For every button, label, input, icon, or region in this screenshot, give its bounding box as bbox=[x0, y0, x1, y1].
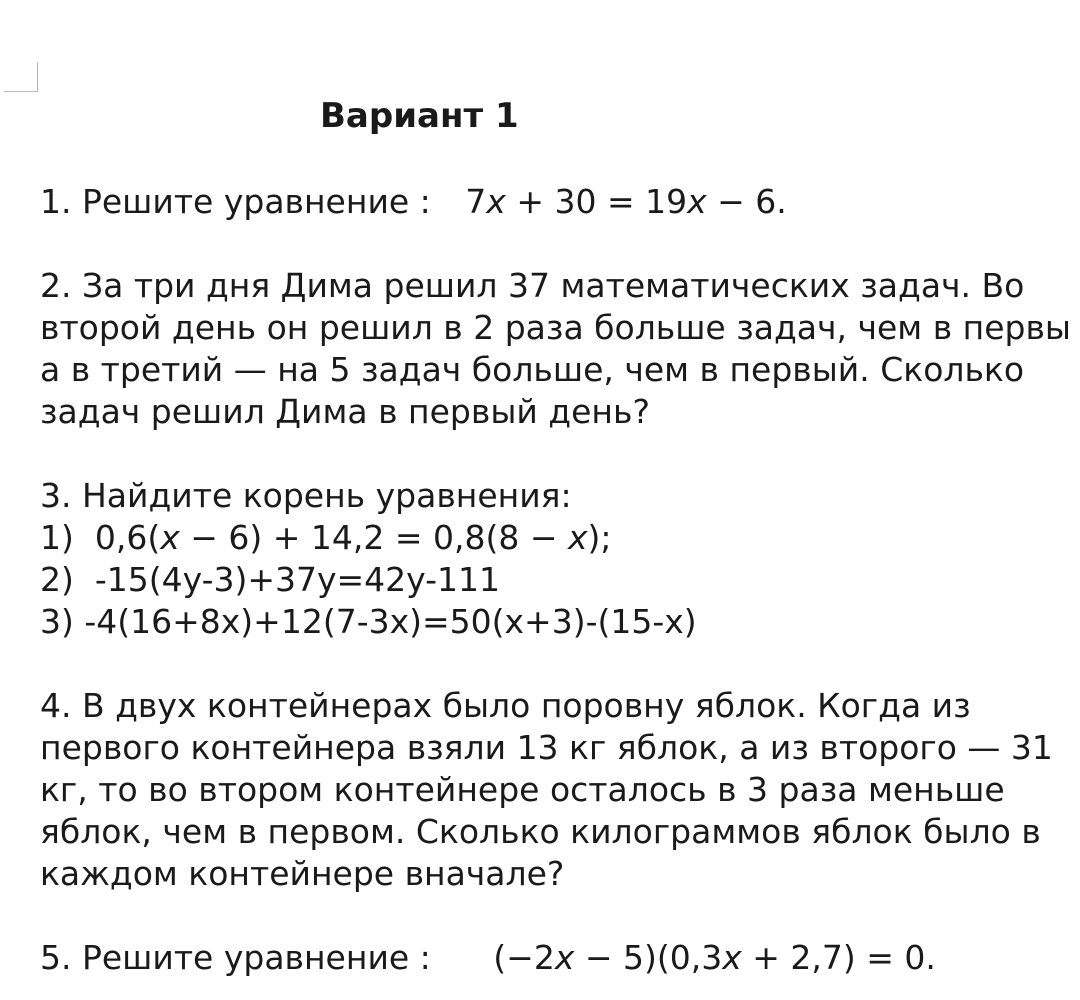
eq-1-var: x bbox=[160, 518, 180, 557]
task-2-line-1: 2. За три дня Дима решил 37 математических задач. Во bbox=[40, 266, 1025, 305]
task-5-prompt: 5. Решите уравнение : bbox=[40, 938, 431, 977]
task-5-var: x bbox=[722, 938, 742, 977]
task-4-line-1: 4. В двух контейнерах было поровну яблок. Когда из bbox=[40, 686, 971, 725]
eq-1-var: x bbox=[567, 518, 588, 557]
task-4-line-5: каждом контейнере вначале? bbox=[40, 854, 565, 893]
task-3-equation-1 bbox=[40, 517, 612, 559]
eq-1-part: ); bbox=[587, 518, 612, 557]
task-5-equation bbox=[493, 938, 936, 977]
task-5-part: (−2 bbox=[493, 938, 555, 977]
task-5-part: + 2,7) = 0. bbox=[741, 938, 936, 977]
page-corner-mark bbox=[4, 62, 38, 92]
task-1-line bbox=[40, 181, 787, 223]
task-1-mid: + 30 = 19 bbox=[505, 182, 688, 221]
task-4-line-2: первого контейнера взяли 13 кг яблок, а из второго — 31 bbox=[40, 728, 1053, 767]
task-3-heading: 3. Найдите корень уравнения: bbox=[40, 476, 572, 515]
task-1-prompt: 1. Решите уравнение : bbox=[40, 182, 431, 221]
task-1-var: x bbox=[687, 182, 707, 221]
task-4-line-3: кг, то во втором контейнере осталось в 3 раза меньше bbox=[40, 770, 1005, 809]
task-2-line-2: второй день он решил в 2 раза больше задач, чем в первы bbox=[40, 308, 1071, 347]
task-5-var: x bbox=[554, 938, 575, 977]
task-2-line-3: а в третий — на 5 задач больше, чем в первый. Сколько bbox=[40, 350, 1025, 389]
task-4-line-4: яблок, чем в первом. Сколько килограммов яблок было в bbox=[40, 812, 1041, 851]
task-3-equation-3: 3) -4(16+8x)+12(7-3x)=50(x+3)-(15-x) bbox=[40, 602, 697, 641]
task-3-equation-2: 2) -15(4y-3)+37y=42y-111 bbox=[40, 560, 501, 599]
task-2-line-4: задач решил Дима в первый день? bbox=[40, 392, 650, 431]
task-5-part: − 5)(0,3 bbox=[574, 938, 723, 977]
task-1-coef: 7 bbox=[465, 182, 487, 221]
task-5-line bbox=[40, 937, 936, 979]
task-1-var: x bbox=[486, 182, 506, 221]
eq-1-part: − 6) + 14,2 = 0,8(8 − bbox=[179, 518, 568, 557]
variant-title: Вариант 1 bbox=[320, 96, 519, 136]
task-1-equation bbox=[465, 182, 786, 221]
eq-1-part: 1) 0,6( bbox=[40, 518, 161, 557]
task-1-end: − 6. bbox=[706, 182, 787, 221]
